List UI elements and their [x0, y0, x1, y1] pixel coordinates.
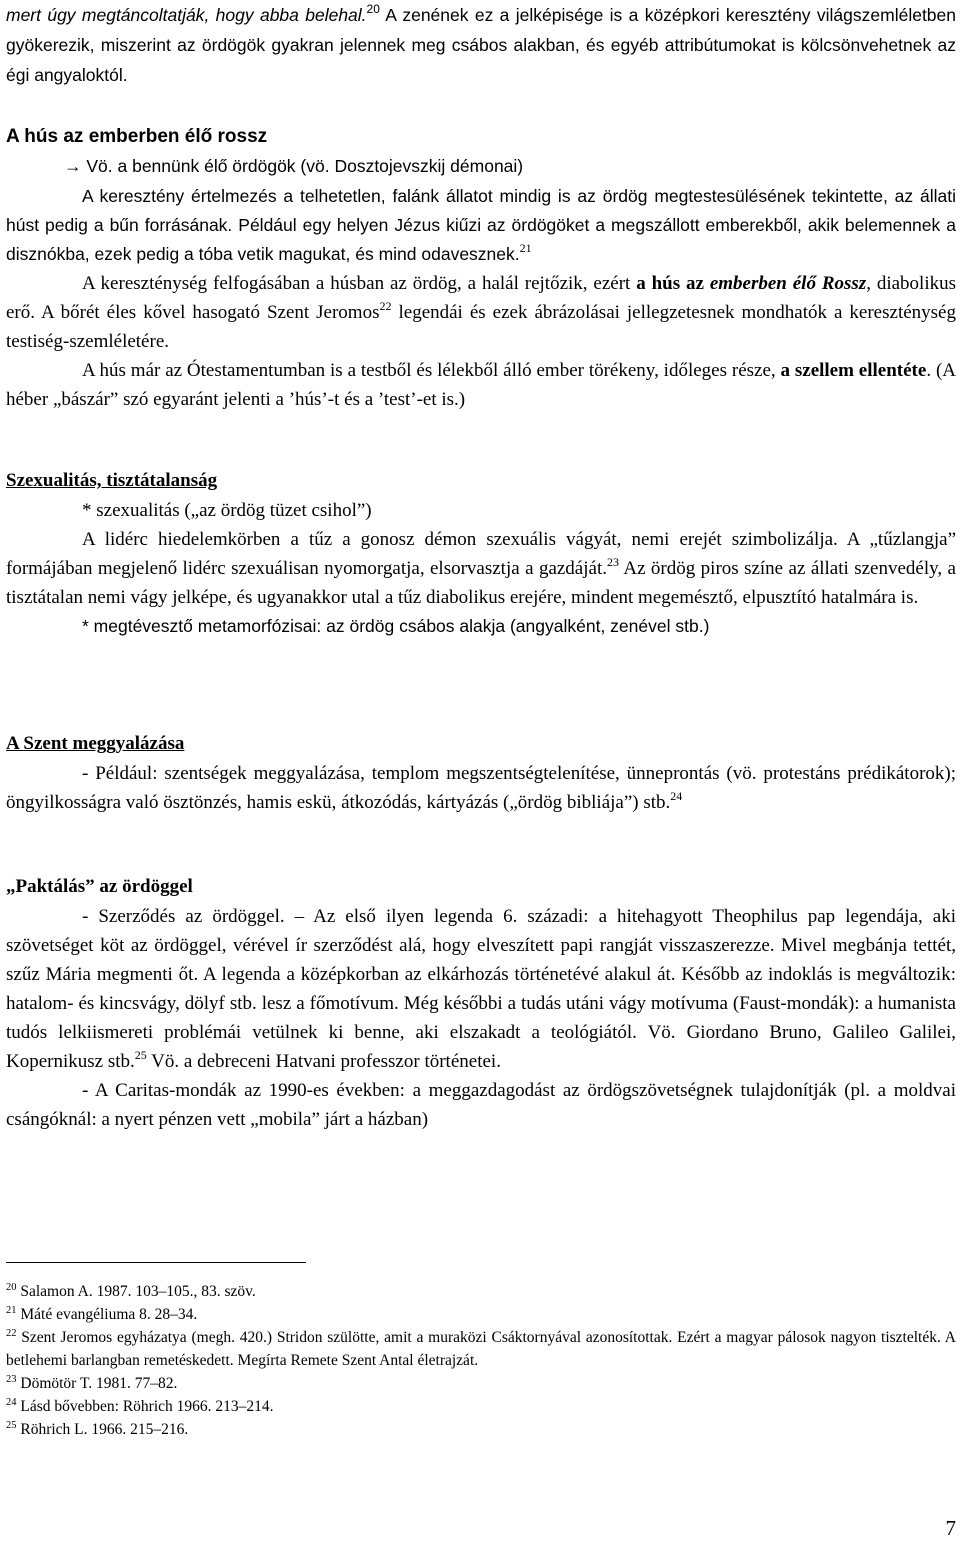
paragraph-flesh-3	[6, 356, 956, 414]
footnote-25	[6, 1418, 956, 1441]
paragraph-flesh-2-text-c: legendái és ezek ábrázolásai jellegzetesnek mondhatók a kereszténység testiség-szemléletére.	[6, 302, 956, 352]
section-heading-pact: „Paktálás” az ördöggel	[6, 876, 193, 897]
paragraph-pact-1	[6, 902, 956, 1076]
paragraph-sexuality-text-b: Az ördög piros színe az állati szenvedély, a tisztátalan nemi vágy jelképe, és ugyanakkor utal a tűz diabolikus erejére, mindent megemésztő, elpusztító hatalmára is.	[6, 558, 956, 608]
footnote-text: Lásd bővebben: Röhrich 1966. 213–214.	[16, 1398, 274, 1415]
footnote-text: Röhrich L. 1966. 215–216.	[16, 1421, 189, 1438]
paragraph-flesh-2	[6, 269, 956, 356]
paragraph-flesh-3-text-a: A hús már az Ótestamentumban is a testből és lélekből álló ember törékeny, időleges része,	[82, 360, 781, 381]
footnote-number: 21	[6, 1305, 17, 1316]
paragraph-flesh-2-text-a: A kereszténység felfogásában a húsban az ördög, a halál rejtőzik, ezért	[82, 273, 637, 294]
see-also-line	[6, 152, 956, 181]
footnote-number: 20	[6, 1282, 17, 1293]
paragraph-sexuality	[6, 525, 956, 612]
paragraph-flesh-1-text: A keresztény értelmezés a telhetetlen, falánk állatot mindig is az ördög megtestesülésének tekintette, az állati húst pedig a bűn forrásának. Például egy helyen Jézus kiűzi az ördögöket a megszállott emberekből, akik belemennek a disznókba, ezek pedig a tóba vetik magukat, és mind odavesznek.	[6, 186, 956, 264]
paragraph-pact-2	[6, 1076, 956, 1134]
footnote-20	[6, 1280, 956, 1303]
section-heading-desecration: A Szent meggyalázása	[6, 733, 185, 754]
footnote-text: Szent Jeromos egyházatya (megh. 420.) Stridon szülötte, amit a muraközi Csáktornyával azonosítottak. Ezért a magyar pálosok nagyon tisztelték. A betlehemi barlangban remetéskedett. Megírta Remete Szent Antal életrajzát.	[6, 1329, 956, 1369]
footnote-23	[6, 1372, 956, 1395]
footnote-ref-21: 21	[519, 241, 532, 255]
paragraph-pact-1-text-b: Vö. a debreceni Hatvani professzor történetei.	[146, 1051, 501, 1072]
section-sexuality	[6, 466, 956, 641]
section-pact	[6, 872, 956, 1134]
see-also-text: Vö. a bennünk élő ördögök (vö. Dosztojevszkij démonai)	[81, 156, 524, 176]
footnote-number: 24	[6, 1397, 17, 1408]
footnote-text: Dömötör T. 1981. 77–82.	[16, 1375, 178, 1392]
footnote-21	[6, 1303, 956, 1326]
bullet-metamorphosis	[6, 612, 956, 641]
emphasis-bold: a hús az	[636, 273, 710, 294]
paragraph-sexuality-text-a: A lidérc hiedelemkörben a tűz a gonosz démon szexuális vágyát, nemi erejét szimbolizálja. A „tűzlangja” formájában megjelenő lidérc szexuálisan nyomorgatja, elsorvasztja a gazdáját.	[6, 529, 956, 579]
footnotes	[6, 1280, 956, 1441]
footnote-number: 23	[6, 1374, 17, 1385]
arrow-icon: →	[64, 156, 82, 176]
paragraph-pact-1-text-a: - Szerződés az ördöggel. – Az első ilyen legenda 6. századi: a hitehagyott Theophilus pap legendája, aki szövetséget köt az ördöggel, vérével ír szerződést alá, hogy elveszített papi rangját visszaszerezze. Mivel megbánja tettét, szűz Mária megmenti őt. A legenda a középkorban az elkárhozás történetévé alakul át. Később az indoklás is megváltozik: hatalom- és kincsvágy, dölyf stb. lesz a főmotívum. Még későbbi a tudás utáni vágy motívuma (Faust-mondák): a humanista tudós lelkiismereti problémái vetülnek ki benne, aki elszakadt a teológiától. Vö. Giordano Bruno, Galileo Galilei, Kopernikusz stb.	[6, 906, 956, 1072]
intro-paragraph	[6, 0, 956, 90]
paragraph-pact-2-text: - A Caritas-mondák az 1990-es években: a meggazdagodást az ördögszövetségnek tulajdonítják (pl. a moldvai csángóknál: a nyert pénzen vett „mobila” járt a házban)	[6, 1080, 956, 1130]
section-desecration	[6, 729, 956, 817]
footnote-ref-24: 24	[670, 789, 683, 803]
emphasis-bold: a szellem ellentéte	[780, 360, 927, 381]
section-heading-sexuality: Szexualitás, tisztátalanság	[6, 470, 218, 491]
page-number: 7	[945, 1516, 956, 1540]
paragraph-desecration-text: - Például: szentségek meggyalázása, templom megszentségtelenítése, ünneprontás (vö. protestáns prédikátorok); öngyilkosságra való ösztönzés, hamis eskü, átkozódás, kártyázás („ördög bibliája”) stb.	[6, 763, 956, 813]
bullet-sexuality: * szexualitás („az ördög tüzet csihol”)	[82, 500, 372, 521]
section-heading-flesh: A hús az emberben élő rossz	[6, 126, 268, 147]
footnote-number: 22	[6, 1328, 17, 1339]
footnote-separator	[6, 1262, 306, 1263]
paragraph-desecration	[6, 759, 956, 817]
footnote-text: Salamon A. 1987. 103–105., 83. szöv.	[16, 1283, 256, 1300]
footnote-ref-25: 25	[134, 1048, 147, 1062]
footnote-number: 25	[6, 1420, 17, 1431]
paragraph-flesh-1	[6, 182, 956, 269]
bullet-metamorphosis-text: * megtévesztő metamorfózisai: az ördög csábos alakja (angyalként, zenével stb.)	[82, 616, 710, 636]
footnote-text: Máté evangéliuma 8. 28–34.	[16, 1306, 198, 1323]
section-flesh	[6, 122, 956, 414]
footnote-24	[6, 1395, 956, 1418]
emphasis-bold-italic: emberben élő Rossz	[709, 273, 867, 294]
paragraph-flesh-2-text-b: , diabolikus erő. A bőrét éles kővel hasogató Szent Jeromos	[6, 273, 956, 323]
footnote-ref-22: 22	[379, 299, 392, 313]
paragraph-flesh-3-text-b: . (A héber „bászár” szó egyaránt jelenti a ’hús’-t és a ’test’-et is.)	[6, 360, 956, 410]
intro-italic-text: mert úgy megtáncoltatják, hogy abba belehal.	[6, 5, 367, 25]
footnote-ref-23: 23	[606, 555, 619, 569]
footnote-22	[6, 1326, 956, 1372]
intro-text: A zenének ez a jelképisége is a középkori keresztény világszemléletben gyökerezik, miszerint az ördögök gyakran jelennek meg csábos alakban, és egyéb attribútumokat is kölcsönvehetnek az égi angyaloktól.	[6, 5, 956, 85]
footnote-ref-20: 20	[366, 2, 380, 16]
